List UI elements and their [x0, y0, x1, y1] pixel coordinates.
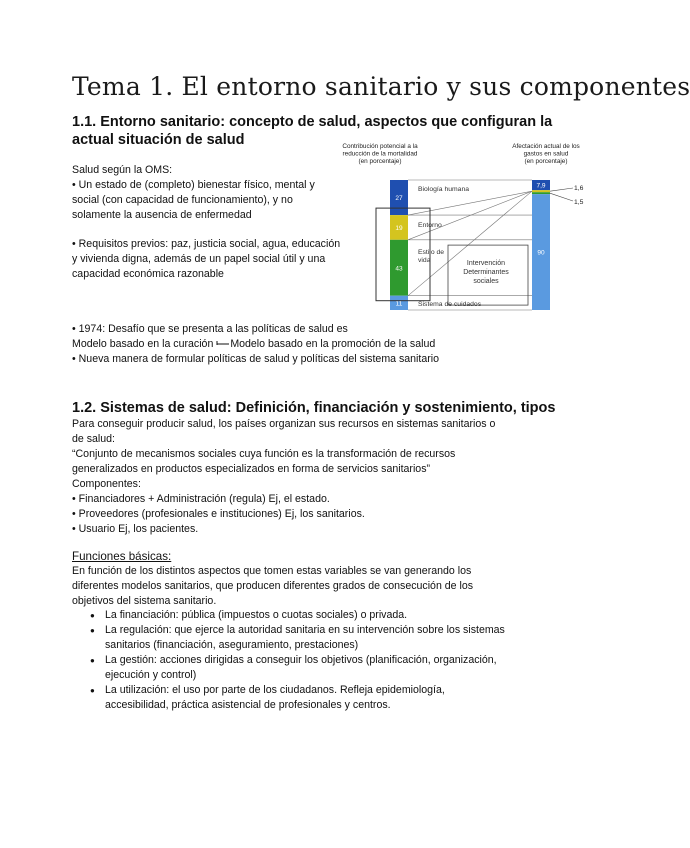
- category-label: Sistema de cuidados: [418, 300, 482, 308]
- requisitos-line: • Requisitos previos: paz, justicia social, agua, educación: [72, 238, 341, 250]
- intervention-label: Determinantes: [463, 269, 509, 277]
- component-item: • Proveedores (profesionales e instituciones) Ej, los sanitarios.: [72, 508, 365, 520]
- section-1-heading-line2: actual situación de salud: [72, 132, 245, 148]
- right-bar-value: 1,6: [574, 185, 584, 192]
- left-bar-value: 27: [395, 195, 403, 203]
- definition-line: “Conjunto de mecanismos sociales cuya función es la transformación de recursos: [72, 448, 456, 460]
- note-line-models: [72, 337, 542, 352]
- funcion-line: ● La utilización: el uso por parte de los ciudadanos. Refleja epidemiología,: [105, 684, 445, 696]
- funciones-list: [88, 608, 538, 713]
- definition-line: generalizados en productos especializados en forma de servicios sanitarios”: [72, 463, 431, 475]
- model-promocion: Modelo basado en la promoción de la salud: [230, 338, 436, 350]
- funciones-title-text: Funciones básicas:: [72, 550, 172, 563]
- right-bar-value: 1,5: [574, 199, 584, 206]
- right-header-line: (en porcentaje): [524, 158, 568, 165]
- notes-1974: [72, 322, 542, 367]
- right-bar-segment: [532, 192, 550, 194]
- note-line: • Nueva manera de formular políticas de salud y políticas del sistema sanitario: [72, 353, 440, 365]
- note-line: • 1974: Desafío que se presenta a las políticas de salud es: [72, 323, 348, 335]
- left-header-line: (en porcentaje): [358, 158, 402, 165]
- model-curacion: Modelo basado en la curación: [72, 338, 214, 350]
- component-item: • Usuario Ej, los pacientes.: [72, 523, 199, 535]
- oms-line: social (con capacidad de funcionamiento), y no: [72, 194, 293, 206]
- value-pointer: [550, 188, 573, 191]
- requisitos-line: capacidad económica razonable: [72, 268, 224, 280]
- right-bar-value: 90: [537, 249, 545, 257]
- left-bar-value: 43: [395, 265, 403, 273]
- right-bar-value: 7,9: [536, 182, 546, 190]
- intervention-label: sociales: [473, 278, 499, 286]
- funcion-line: ● La gestión: acciones dirigidas a conseguir los objetivos (planificación, organización,: [105, 654, 497, 666]
- funcion-item-utilizacion: [88, 683, 538, 713]
- right-bar-segment: [532, 190, 550, 192]
- value-pointer: [550, 193, 573, 201]
- connector-line: [408, 191, 532, 240]
- funciones-title: [72, 549, 542, 564]
- oms-line: • Un estado de (completo) bienestar físico, mental y: [72, 179, 315, 191]
- left-header-line: reducción de la mortalidad: [342, 150, 418, 158]
- funciones-line: objetivos del sistema sanitario.: [72, 595, 217, 607]
- right-header-line: Afectación actual de los: [512, 143, 580, 150]
- component-item: • Financiadores + Administración (regula) Ej, el estado.: [72, 493, 330, 505]
- funcion-line: ● La financiación: pública (impuestos o cuotas sociales) o privada.: [105, 609, 408, 621]
- components-label: Componentes:: [72, 478, 141, 490]
- section-2-heading: 1.2. Sistemas de salud: Definición, financiación y sostenimiento, tipos: [72, 400, 556, 416]
- oms-label: Salud según la OMS:: [72, 164, 173, 176]
- funciones-line: diferentes modelos sanitarios, que producen diferentes grados de consecución de los: [72, 580, 474, 592]
- left-bar-value: 19: [395, 224, 403, 232]
- category-label: Entorno: [418, 222, 442, 230]
- body-line: Para conseguir producir salud, los países organizan sus recursos en sistemas sanitarios o: [72, 418, 496, 430]
- oms-block: [72, 163, 362, 282]
- left-bar-value: 11: [395, 300, 403, 308]
- right-header-line: gastos en salud: [523, 150, 569, 158]
- funcion-line: ejecución y control): [105, 669, 197, 681]
- section-1-heading-line1: 1.1. Entorno sanitario: concepto de salud, aspectos que configuran la: [72, 114, 553, 130]
- page-title: Tema 1. El entorno sanitario y sus componentes: [72, 72, 690, 101]
- funcion-line: ● La regulación: que ejerce la autoridad sanitaria en su intervención sobre los sistemas: [105, 624, 505, 636]
- oms-line: solamente la ausencia de enfermedad: [72, 209, 252, 221]
- funcion-line: sanitarios (financiación, aseguramiento, prestaciones): [105, 639, 359, 651]
- funcion-item-gestion: [88, 653, 538, 683]
- funcion-line: accesibilidad, práctica asistencial de profesionales y centros.: [105, 699, 391, 711]
- funciones-intro: [72, 564, 542, 609]
- connector-line: [408, 191, 532, 215]
- funciones-line: En función de los distintos aspectos que tomen estas variables se van generando los: [72, 565, 472, 577]
- funcion-item-financiacion: [88, 608, 538, 623]
- health-determinants-chart: [338, 138, 600, 318]
- left-header-line: Contribución potencial a la: [342, 143, 418, 150]
- requisitos-line: y vivienda digna, además de un papel social útil y una: [72, 253, 326, 265]
- category-label: Biología humana: [418, 186, 470, 193]
- section-2-body: [72, 417, 542, 537]
- connector-line: [408, 191, 532, 296]
- arrow-right-icon: [216, 336, 230, 351]
- body-line: de salud:: [72, 433, 115, 445]
- category-label: vida: [418, 256, 431, 264]
- intervention-label: Intervención: [466, 260, 506, 268]
- category-label: Estilo de: [418, 248, 445, 256]
- funcion-item-regulacion: [88, 623, 538, 653]
